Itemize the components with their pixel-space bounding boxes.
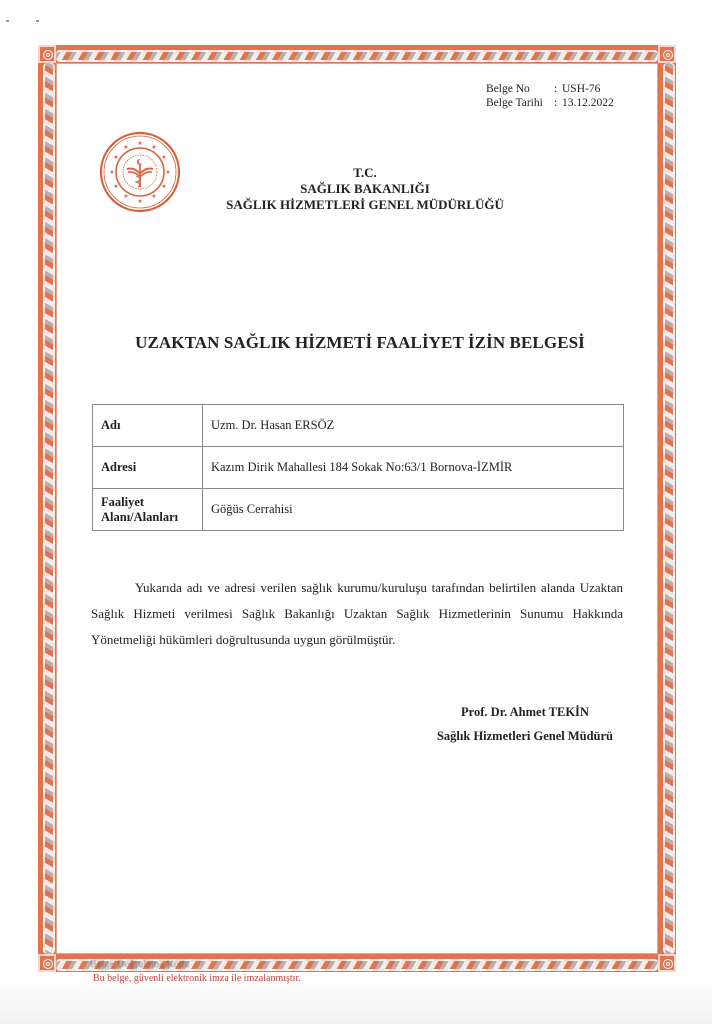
signature-block — [410, 700, 640, 748]
header-line-directorate: SAĞLIK HİZMETLERİ GENEL MÜDÜRLÜĞÜ — [226, 197, 504, 212]
info-label: Adı — [93, 405, 203, 447]
header-line-ministry: SAĞLIK BAKANLIĞI — [300, 181, 430, 196]
info-label: Adresi — [93, 447, 203, 489]
table-row — [93, 489, 624, 531]
scan-speck — [36, 20, 39, 22]
info-value: Kazım Dirik Mahallesi 184 Sokak No:63/1 Bornova-İZMİR — [203, 447, 624, 489]
svg-text:★: ★ — [123, 144, 129, 151]
corner-ornament-icon — [38, 954, 56, 972]
table-row — [93, 405, 624, 447]
svg-text:★: ★ — [113, 154, 119, 161]
svg-text:★: ★ — [151, 144, 157, 151]
svg-text:★: ★ — [137, 198, 143, 205]
svg-text:★: ★ — [165, 169, 171, 176]
svg-text:★: ★ — [113, 183, 119, 190]
svg-text:★: ★ — [109, 169, 115, 176]
doc-date-value: 13.12.2022 — [562, 97, 614, 109]
border-right — [658, 45, 676, 972]
document-title: UZAKTAN SAĞLIK HİZMETİ FAALİYET İZİN BELGESİ — [135, 333, 585, 352]
doc-no-label: Belge No — [486, 83, 530, 95]
info-value: Göğüs Cerrahisi — [203, 489, 624, 531]
issuing-authority-header — [200, 165, 530, 213]
esign-note: Bu belge, güvenli elektronik imza ile imzalanmıştır. — [93, 973, 301, 984]
header-line-tc: T.C. — [353, 165, 377, 180]
svg-text:★: ★ — [151, 193, 157, 200]
svg-text:★: ★ — [161, 183, 167, 190]
signatory-position: Sağlık Hizmetleri Genel Müdürü — [436, 729, 614, 743]
doc-no-separator: : — [554, 83, 558, 95]
document-meta — [486, 82, 614, 110]
border-top — [38, 45, 676, 63]
corner-ornament-icon — [658, 45, 676, 63]
scan-speck — [6, 20, 9, 22]
doc-date-label: Belge Tarihi — [486, 97, 543, 109]
border-left — [38, 45, 56, 972]
ministry-seal-icon — [99, 131, 181, 213]
info-table — [92, 404, 624, 531]
doc-date-separator: : — [554, 97, 558, 109]
info-label: Faaliyet Alanı/Alanları — [93, 489, 203, 531]
doc-no-value: USH-76 — [562, 83, 601, 95]
approval-text: Yukarıda adı ve adresi verilen sağlık kurumu/kuruluşu tarafından belirtilen alanda Uzaktan Sağlık Hizmeti verilmesi Sağlık Bakanlığı Uzaktan Sağlık Hizmetlerinin Sunumu Hakkında Yönetmeliği hükümleri doğrultusunda uygun görülmüştür. — [91, 580, 623, 647]
verification-line: Belge Doğrulama Kodu — [90, 959, 190, 970]
svg-text:★: ★ — [161, 154, 167, 161]
doc-no-row — [486, 82, 614, 96]
doc-date-row — [486, 96, 614, 110]
svg-text:★: ★ — [123, 193, 129, 200]
corner-ornament-icon — [38, 45, 56, 63]
page-bottom-shade — [0, 985, 712, 1024]
info-value: Uzm. Dr. Hasan ERSÖZ — [203, 405, 624, 447]
approval-paragraph — [91, 575, 623, 653]
table-row — [93, 447, 624, 489]
signatory-name: Prof. Dr. Ahmet TEKİN — [461, 705, 589, 719]
svg-text:★: ★ — [137, 140, 143, 147]
